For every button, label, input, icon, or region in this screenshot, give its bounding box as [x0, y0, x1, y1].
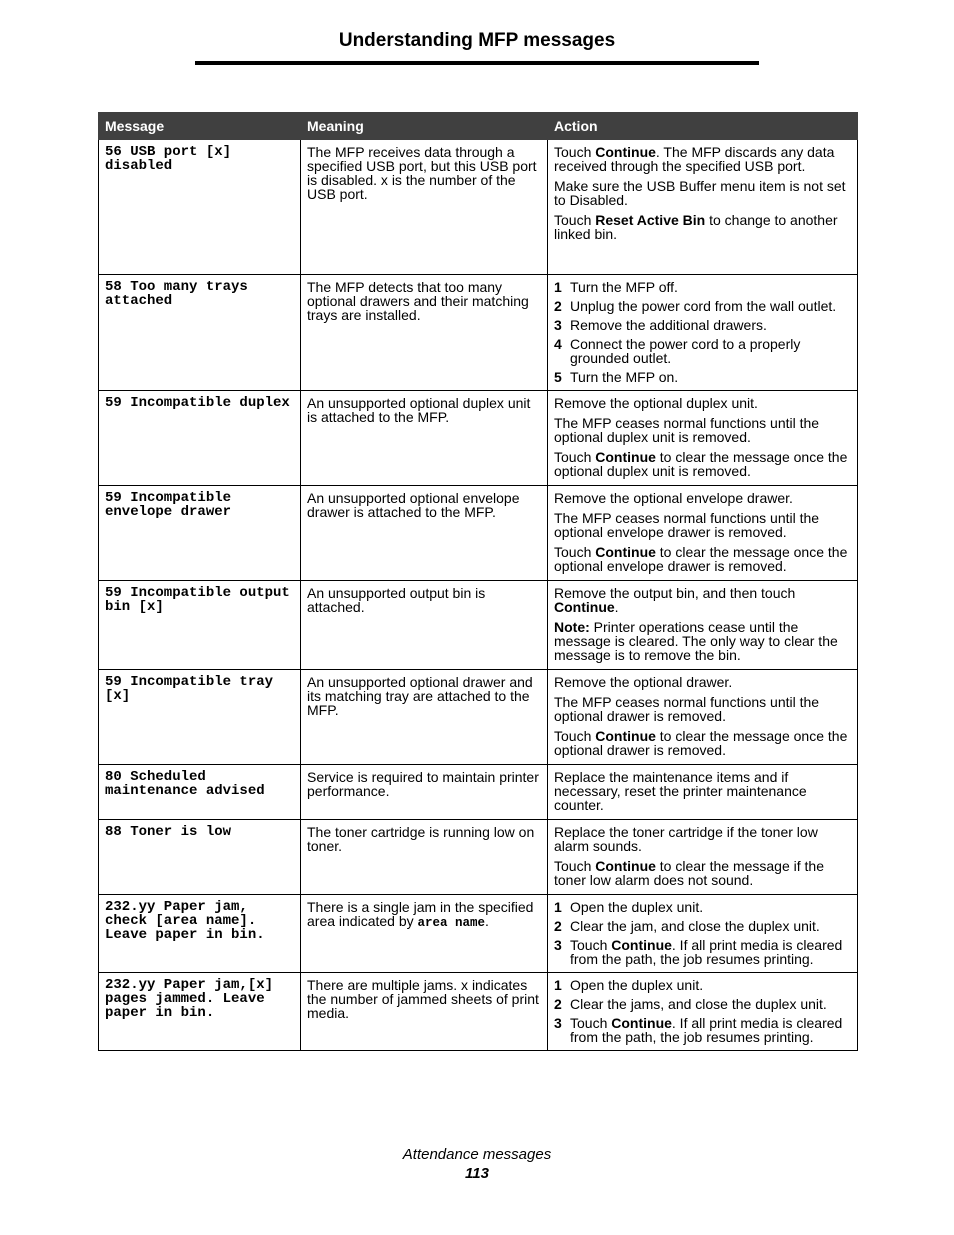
action-cell: [548, 670, 858, 765]
action-cell: [548, 895, 858, 973]
meaning-cell: There are multiple jams. x indicates the number of jammed sheets of print media.: [301, 973, 548, 1051]
action-paragraph: Remove the optional drawer.: [554, 674, 733, 690]
text-span: Touch: [554, 858, 596, 874]
action-cell: [548, 765, 858, 820]
message-cell: 59 Incompatible envelope drawer: [99, 486, 301, 581]
step-item: [554, 280, 851, 294]
step-list: [554, 900, 851, 966]
bold-term: Continue: [611, 937, 672, 953]
step-text: [570, 1016, 851, 1044]
column-header-meaning: Meaning: [301, 113, 548, 140]
text-span: . If all print media is cleared from the path, the job resumes printing.: [570, 1015, 843, 1045]
step-number: 2: [554, 298, 562, 314]
bold-term: Continue: [611, 1015, 672, 1031]
text-span: .: [614, 599, 619, 615]
action-cell: [548, 973, 858, 1051]
meaning-cell: The MFP receives data through a specified USB port, but this USB port is disabled. x is the number of the USB port.: [301, 140, 548, 275]
text-span: Touch: [554, 728, 596, 744]
action-paragraph: Make sure the USB Buffer menu item is not set to Disabled.: [554, 178, 846, 208]
table-row: [99, 275, 858, 391]
meaning-cell: Service is required to maintain printer performance.: [301, 765, 548, 820]
note-label: Note:: [554, 619, 590, 635]
note-paragraph: [554, 620, 851, 662]
step-text: Clear the jam, and close the duplex unit.: [570, 918, 820, 934]
step-item: [554, 1016, 851, 1044]
meaning-cell: An unsupported optional duplex unit is attached to the MFP.: [301, 391, 548, 486]
step-item: [554, 978, 851, 992]
action-paragraph: [554, 213, 851, 241]
table-row: [99, 973, 858, 1051]
text-span: There is a single jam in the specified area indicated by: [307, 899, 534, 929]
message-cell: 56 USB port [x] disabled: [99, 140, 301, 275]
step-item: [554, 997, 851, 1011]
meaning-cell: The MFP detects that too many optional drawers and their matching trays are installed.: [301, 275, 548, 391]
action-paragraph: The MFP ceases normal functions until the optional duplex unit is removed.: [554, 415, 820, 445]
step-list: [554, 978, 851, 1044]
table-row: [99, 486, 858, 581]
text-span: Touch: [554, 544, 596, 560]
text-span: Printer operations cease until the message is cleared. The only way to clear the message is to remove the bin.: [554, 619, 838, 663]
step-text: Unplug the power cord from the wall outlet.: [570, 298, 837, 314]
step-text: Open the duplex unit.: [570, 899, 704, 915]
meaning-cell: [301, 895, 548, 973]
step-number: 1: [554, 899, 562, 915]
action-paragraph: [554, 729, 851, 757]
step-item: [554, 938, 851, 966]
table-row: [99, 670, 858, 765]
action-cell: [548, 140, 858, 275]
table-header-row: [99, 113, 858, 140]
action-cell: [548, 820, 858, 895]
message-cell: 88 Toner is low: [99, 820, 301, 895]
message-cell: 59 Incompatible output bin [x]: [99, 581, 301, 670]
text-span: Remove the output bin, and then touch: [554, 585, 796, 601]
action-paragraph: Replace the toner cartridge if the toner low alarm sounds.: [554, 824, 818, 854]
action-paragraph: [554, 450, 851, 478]
text-span: Touch: [554, 449, 596, 465]
bold-term: Reset Active Bin: [595, 212, 706, 228]
message-cell: 80 Scheduled maintenance advised: [99, 765, 301, 820]
bold-term: Continue: [595, 858, 656, 874]
table-row: [99, 820, 858, 895]
step-text: Connect the power cord to a properly grounded outlet.: [570, 336, 801, 366]
footer-page-number: 113: [465, 1165, 489, 1182]
text-span: .: [485, 913, 489, 929]
step-item: [554, 919, 851, 933]
column-header-action: Action: [548, 113, 858, 140]
text-span: . The MFP discards any data received through the specified USB port.: [554, 144, 835, 174]
step-number: 5: [554, 369, 562, 385]
bold-term: Continue: [595, 728, 656, 744]
step-number: 1: [554, 279, 562, 295]
page-title: Understanding MFP messages: [338, 30, 616, 51]
step-text: Turn the MFP on.: [570, 369, 679, 385]
action-paragraph: [554, 545, 851, 573]
step-number: 3: [554, 1015, 562, 1031]
action-paragraph: [554, 145, 851, 173]
code-term: area name: [417, 916, 486, 930]
table-row: [99, 765, 858, 820]
bold-term: Continue: [554, 599, 615, 615]
step-number: 4: [554, 336, 562, 352]
step-item: [554, 318, 851, 332]
meaning-cell: The toner cartridge is running low on toner.: [301, 820, 548, 895]
meaning-cell: An unsupported output bin is attached.: [301, 581, 548, 670]
step-item: [554, 370, 851, 384]
action-cell: [548, 581, 858, 670]
step-text: Remove the additional drawers.: [570, 317, 767, 333]
step-text: Clear the jams, and close the duplex unit.: [570, 996, 827, 1012]
bold-term: Continue: [595, 544, 656, 560]
step-item: [554, 337, 851, 365]
meaning-cell: An unsupported optional drawer and its matching tray are attached to the MFP.: [301, 670, 548, 765]
step-item: [554, 299, 851, 313]
message-cell: 58 Too many trays attached: [99, 275, 301, 391]
message-cell: 59 Incompatible tray [x]: [99, 670, 301, 765]
table-row: [99, 895, 858, 973]
action-cell: [548, 275, 858, 391]
title-rule: [195, 61, 759, 65]
text-span: Touch: [554, 144, 596, 160]
action-cell: [548, 391, 858, 486]
action-paragraph: [554, 586, 851, 614]
messages-table: [98, 112, 858, 1051]
action-paragraph: [554, 859, 851, 887]
step-number: 3: [554, 317, 562, 333]
step-text: Open the duplex unit.: [570, 977, 704, 993]
action-cell: [548, 486, 858, 581]
step-number: 2: [554, 918, 562, 934]
action-paragraph: Remove the optional envelope drawer.: [554, 490, 793, 506]
column-header-message: Message: [99, 113, 301, 140]
text-span: Touch: [554, 212, 596, 228]
step-list: [554, 280, 851, 384]
footer-section-name: Attendance messages: [402, 1146, 552, 1163]
step-item: [554, 900, 851, 914]
action-paragraph: The MFP ceases normal functions until the optional envelope drawer is removed.: [554, 510, 820, 540]
step-text: Turn the MFP off.: [570, 279, 678, 295]
step-number: 1: [554, 977, 562, 993]
table-row: [99, 391, 858, 486]
table-row: [99, 581, 858, 670]
text-span: to change to another linked bin.: [554, 212, 838, 242]
text-span: . If all print media is cleared from the path, the job resumes printing.: [570, 937, 843, 967]
action-paragraph: Remove the optional duplex unit.: [554, 395, 758, 411]
text-span: to clear the message once the optional envelope drawer is removed.: [554, 544, 848, 574]
message-cell: 232.yy Paper jam,[x] pages jammed. Leave paper in bin.: [99, 973, 301, 1051]
step-number: 2: [554, 996, 562, 1012]
text-span: to clear the message once the optional drawer is removed.: [554, 728, 848, 758]
text-span: to clear the message if the toner low alarm does not sound.: [554, 858, 824, 888]
message-cell: 59 Incompatible duplex: [99, 391, 301, 486]
message-cell: 232.yy Paper jam, check [area name]. Leave paper in bin.: [99, 895, 301, 973]
step-text: [570, 938, 851, 966]
text-span: Touch: [570, 1015, 612, 1031]
bold-term: Continue: [595, 144, 656, 160]
action-paragraph: The MFP ceases normal functions until the optional drawer is removed.: [554, 694, 820, 724]
bold-term: Continue: [595, 449, 656, 465]
text-span: to clear the message once the optional duplex unit is removed.: [554, 449, 848, 479]
text-span: Touch: [570, 937, 612, 953]
action-paragraph: Replace the maintenance items and if necessary, reset the printer maintenance counter.: [554, 769, 807, 813]
meaning-cell: An unsupported optional envelope drawer is attached to the MFP.: [301, 486, 548, 581]
step-number: 3: [554, 937, 562, 953]
table-row: [99, 140, 858, 275]
